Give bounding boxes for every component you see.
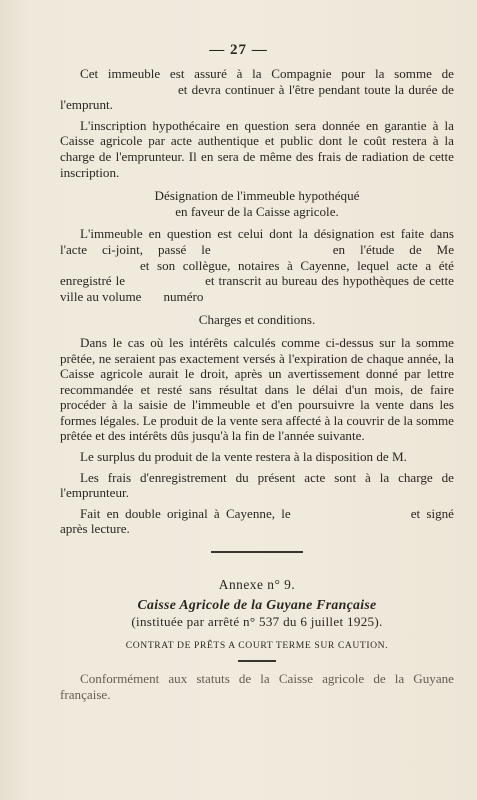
heading-charges: Charges et conditions. <box>198 312 316 328</box>
paragraph-charges: Dans le cas où les intérêts calculés comme ci-dessus sur la somme prêtée, ne seraient pas exactement versés à l'expiration de chaque année, la Caisse agricole aurait le droit, après un avertissement donné par lettre recommandée et resté sans résultat dans le délai d'un mois, de faire procéder à la saisie de l'immeuble et d'en poursuivre la vente dans les formes légales. Le produit de la vente sera affecté à la couvrir de la somme prêtée et des intérêts dûs jusqu'à la fin de l'année suivante. <box>60 334 454 444</box>
page-body <box>60 66 454 702</box>
heading-designation <box>60 188 454 219</box>
contract-title: CONTRAT DE PRÊTS A COURT TERME SUR CAUTION. <box>125 639 389 651</box>
page-number: — 27 — <box>209 42 268 58</box>
paragraph-inscription: L'inscription hypothécaire en question sera donnée en garantie à la Caisse agricole par acte authentique et public dont le coût restera à la charge de l'emprunteur. Il en sera de même des frais de radiation de cette inscription. <box>60 117 454 180</box>
caisse-title: Caisse Agricole de la Guyane Française <box>137 596 377 612</box>
paragraph-insurance-part1: Cet immeuble est assuré à la Compagnie pour la somme de <box>80 66 454 81</box>
institution-line: (instituée par arrêté n° 537 du 6 juillet 1925). <box>131 614 383 630</box>
annexe-title: Annexe n° 9. <box>218 577 296 593</box>
paragraph-insurance-part2: et devra continuer à l'être pendant toute la durée de l'emprunt. <box>60 81 454 113</box>
paragraph-fait-part1: Fait en double original à Cayenne, le <box>80 505 291 521</box>
paragraph-immeuble-part4: et transcrit au bureau des hypothèques de cette ville au volume <box>60 273 454 304</box>
paragraph-immeuble-part5: numéro <box>163 288 204 304</box>
paragraph-fait <box>60 506 454 537</box>
heading-designation-line1: Désignation de l'immeuble hypothéqué <box>154 188 360 204</box>
paragraph-fait-part2: et signé après lecture. <box>60 505 454 537</box>
paragraph-surplus: Le surplus du produit de la vente restera à la disposition de M. <box>80 449 407 465</box>
paragraph-immeuble-part1: L'immeuble en question est celui dont la désignation est faite dans l'acte ci-joint, passé le <box>60 226 454 257</box>
paragraph-insurance <box>60 66 454 113</box>
paragraph-immeuble-part2: en l'étude de Me <box>332 241 455 257</box>
heading-designation-line2: en faveur de la Caisse agricole. <box>175 203 339 219</box>
short-divider <box>238 660 276 662</box>
paragraph-conformement: Conformément aux statuts de la Caisse agricole de la Guyane française. <box>60 670 454 702</box>
paragraph-immeuble-part3: et son collègue, notaires à Cayenne, lequel acte a été enregistré le <box>60 257 454 289</box>
paragraph-frais: Les frais d'enregistrement du présent acte sont à la charge de l'emprunteur. <box>60 469 454 501</box>
section-divider <box>211 551 303 553</box>
paragraph-immeuble <box>60 226 454 304</box>
